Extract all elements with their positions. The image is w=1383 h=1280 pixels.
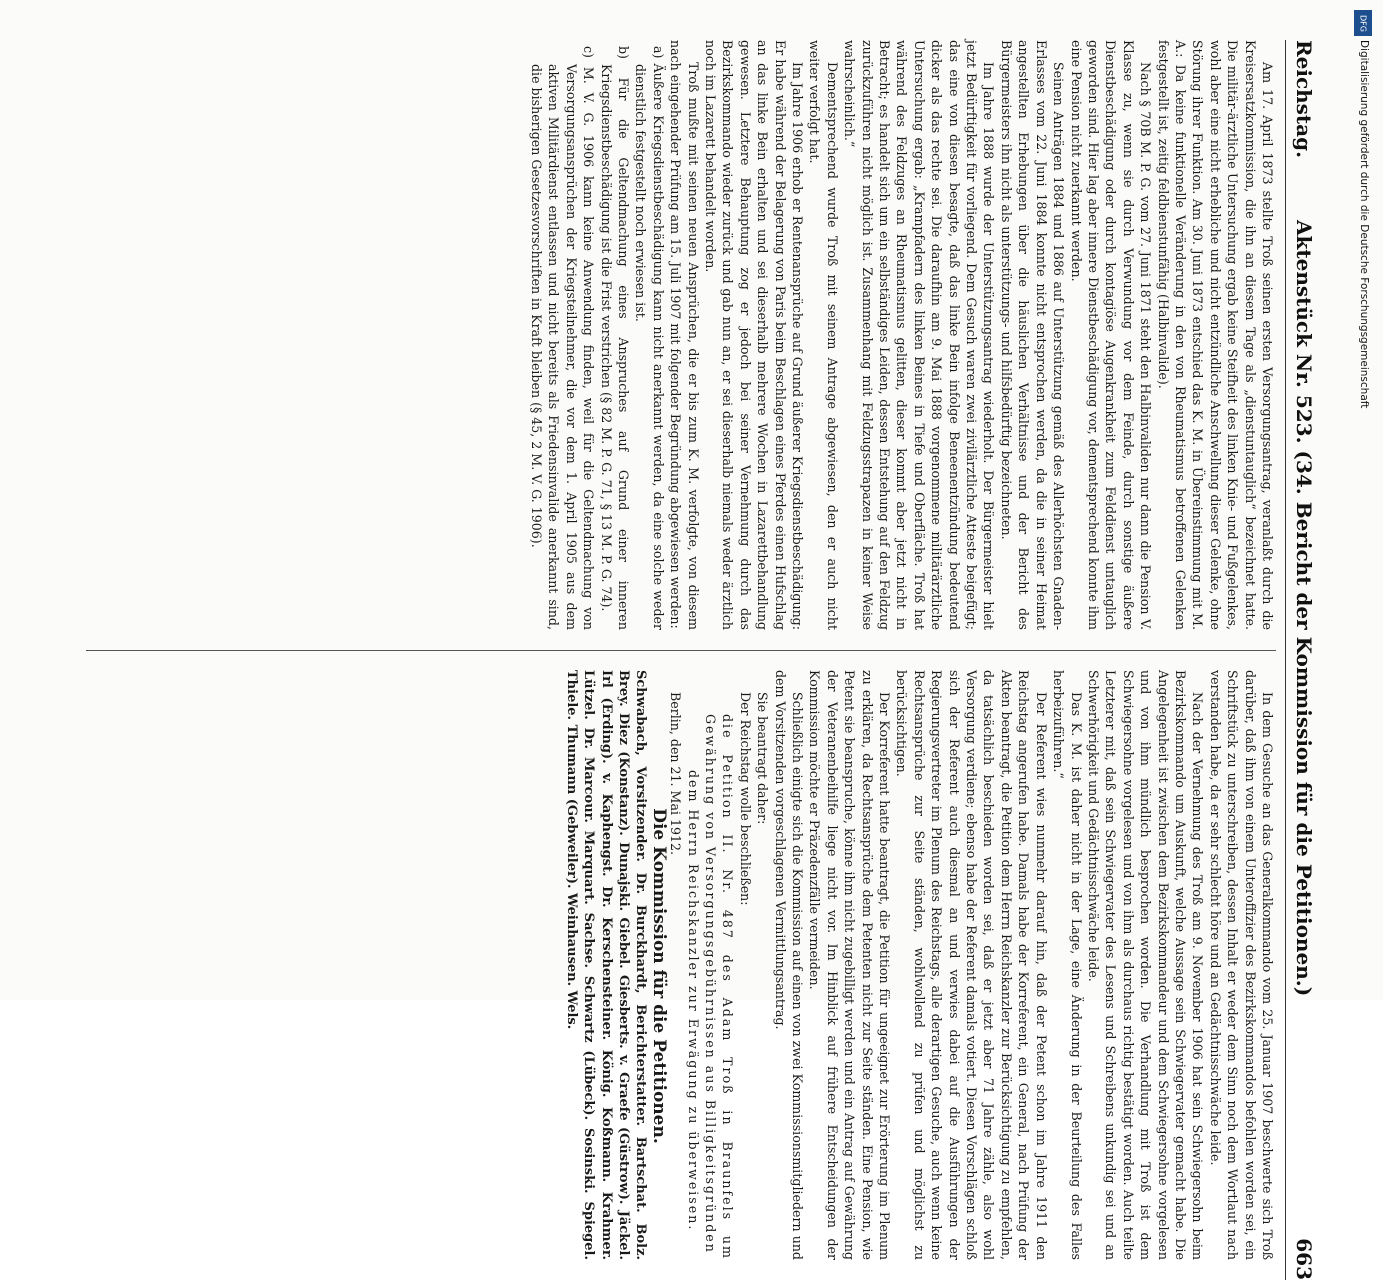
motion-end: dem Herrn Reichskanzler zur Erwägung zu überweisen. [685,770,701,1232]
list-item: c) M. V. G. 1906 kann keine Anwendung finden, weil für die Geltendmachung von Versorgungsansprüchen der Kriegsteilnehmer, die vor dem 1. April 1905 aus dem aktiven Militärdienst entlassen und nicht bereits als Friedensinvalide anerkannt sind, die bisherigen Gesetzesvorschriften in Kraft bleiben (§ 45, 2 M. V. G. 1906). [528,46,597,630]
right-column [86,670,1276,1260]
rotated-page-content [20,40,1320,1280]
header-center: Aktenstück Nr. 523. (34. Bericht der Kommission für die Petitionen.) [1292,220,1316,997]
left-column [86,40,1276,630]
header-rule [1285,40,1286,1280]
paragraph: Das K. M. ist daher nicht in der Lage, eine Änderung in der Beurteilung des Falles herbeizuführen.“ [1051,670,1084,1260]
paragraph: Am 17. April 1873 stellte Troß seinen ersten Versorgungsantrag, veranlaßt durch die Kreisersatzkommission, die ihn an diesem Tage als „dienstuntauglich“ bezeichnet hatte. Die militär-ärztliche Untersuchung ergab keine Steifheit des linken Knie- und Fußgelenkes, wohl aber eine nicht erhebliche und nicht entzündliche Anschwellung dieser Gelenke, ohne Störung ihrer Funktion. Am 30. Juni 1873 entschied das K. M. in Übereinstimmung mit M. A.: Da keine funktionelle Veränderung in den von Rheumatismus betroffenen Gelenken festgestellt ist, zeitig feldbienstunfähig (Halbinvalide). [1155,40,1275,630]
digitization-strip [1350,10,1376,990]
page-header [1290,40,1320,1280]
paragraph: Dementsprechend wurde Troß mit seinem Antrage abgewiesen, den er auch nicht weiter verfolgt hat. [807,40,840,630]
digitization-note: Digitalisierung gefördert durch die Deutsche Forschungsgemeinschaft [1358,40,1370,409]
header-left: Reichstag. [1292,40,1316,159]
column-divider [86,650,1276,651]
list-item: a) Äußere Kriegsdienstbeschädigung kann nicht anerkannt werden, da eine solche weder dienstlich festgestellt noch erwiesen ist. [633,46,666,630]
paragraph: In dem Gesuche an das Generalkommando vom 25. Januar 1907 beschwerte sich Troß darüber, daß ihm von einem Unteroffizier des Bezirkskommandos befohlen worden sei, ein Schriftstück zu unterschreiben, dessen Inhalt er weder dem Sinn noch dem Wortlaut nach verstanden habe, da er sehr schlecht höre und an Gedächtnisschwäche leide. [1207,670,1275,1260]
left-list [528,40,667,630]
right-paragraphs [754,670,1276,1260]
paragraph: Seinen Anträgen 1884 und 1886 auf Unterstützung gemäß des Allerhöchsten Gnaden-Erlasses vom 22. Juni 1884 konnte nicht entsprochen werden, da die in seiner Heimat angestellten Erhebungen über die häuslichen Verhältnisse und der Bericht des Bürgermeisters ihn nicht als unterstützungs- und hilfsbedürftig bezeichneten. [998,40,1067,630]
paragraph: Im Jahre 1906 erhob er Rentenansprüche auf Grund äußerer Kriegsdienstbeschädigung: Er habe während der Belagerung von Paris beim Beschlagen eines Pferdes einen Hufschlag an das linke Bein erhalten und sei dieserhalb mehrere Wochen in Lazarettbehandlung gewesen. Letztere Behauptung zog er jedoch bei seiner Vernehmung durch das Bezirkskommando wieder zurück und gab nun an, er sei dieserhalb niemals weder ärztlich noch im Lazarett behandelt worden. [703,40,806,630]
list-item: b) Für die Geltendmachung eines Anspruches auf Grund einer inneren Kriegsdienstbeschädigung ist die Frist verstrichen (§ 82 M. P. G. 71, § 13 M. P. G. 74). [598,46,631,630]
commission-members: Schwabach, Vorsitzender. Dr. Burckhardt, Berichterstatter. Bartschat. Bolz. Brey. Diez (Konstanz). Dunajski. Giebel. Giesberts. v. Graefe (Güstrow). Jäckel. Irl (Erding). v. Kaphengst. Dr. Kerschensteiner. König. Koßmann. Krahmer. Lützel. Dr. Marcour. Marquart. Sachse. Schwartz (Lübeck). Sosinski. Spiegel. Thiele. Thumann (Gebweiler). Weinhausen. Wels. [563,670,649,1260]
paragraph: Der Korreferent hatte beantragt, die Petition für ungeeignet zur Erörterung im Plenum zu erklären, da Rechtsansprüche dem Petenten nicht zur Seite ständen. Eine Pension, wie Petent sie beanspruche, könne ihm nicht zugebilligt werden und ein Antrag auf Gewährung der Veteranenbeihilfe liege nicht vor. Im Hinblick auf frühere Entscheidungen der Kommission möchte er Präzedenzfälle vermeiden. [807,670,893,1260]
page-number: 663 [1292,1238,1316,1280]
date-line: Berlin, den 21. Mai 1912. [668,692,684,856]
paragraph: Troß mußte mit seinen neuen Ansprüchen, die er bis zum K. M. verfolgte, von diesem nach eingehender Prüfung am 15. Juli 1907 mit folgender Begründung abgewiesen werden: [668,40,701,630]
paragraph: Schließlich einigte sich die Kommission auf einen von zwei Kommissionsmitgliedern und dem Vorsitzenden vorgeschlagenen Vermittlungsantrag. [772,670,806,1260]
paragraph: Sie beantragt daher: [755,692,771,825]
motion-intro: Der Reichstag wolle beschließen: [737,692,753,906]
commission-title: Die Kommission für die Petitionen. [648,808,669,1144]
paragraph: Nach der Vernehmung des Troß am 9. November 1906 hat sein Schwiegersohn beim Bezirkskommando um Auskunft, welche Aussage sein Schwiegervater gemacht habe. Die Angelegenheit ist zwischen dem Bezirkskommandeur und dem Schwiegersohne vorgelesen und von ihm mündlich besprochen worden. Die Verhandlung mit Troß ist dem Schwiegersohne vorgelesen und von ihm als durchaus richtig bestätigt worden. Auch teilte Letzterer mit, daß sein Schwiegervater des Lesens und Schreibens unkundig sei und an Schwerhörigkeit und Gedächtnisschwäche leide. [1085,670,1206,1260]
left-paragraphs [667,40,1276,630]
paragraph: Im Jahre 1888 wurde der Unterstützungsantrag wiederholt. Der Bürgermeister hielt jetzt Bedürftigkeit für vorliegend. Dem Gesuch waren zwei zivilärztliche Atteste beigefügt; das eine von diesen besagte, daß das linke Bein infolge Beneenentzündung bedeutend dicker als das rechte sei. Die daraufhin am 9. Mai 1888 vorgenommene militärärztliche Untersuchung ergab: „Krampfadern des linken Beines in Tiefe und Oberfläche. Troß hat während des Feldzuges an Rheumatismus gelitten, dieser kommt aber jetzt nicht in Betracht; es handelt sich um ein selbständiges Leiden, dessen Entstehung auf den Feldzug zurückzuführen nicht möglich ist. Zusammenhang mit Feldzugsstrapazen in keiner Weise wahrscheinlich.“ [842,40,997,630]
paragraph: Nach § 70B M. P. G. vom 27. Juni 1871 steht den Halbinvaliden nur dann die Pension V. Klasse zu, wenn sie durch Verwundung vor dem Feinde, durch sonstige äußere Dienstbeschädigung oder durch kontagiöse Augenkrankheit zum Felddienst untauglich geworden sind. Hier lag aber innere Dienstbeschädigung vor, dementsprechend konnte ihm eine Pension nicht zuerkannt werden. [1068,40,1154,630]
dfg-logo: DFG [1354,10,1372,36]
motion-text: die Petition II. Nr. 487 des Adam Troß in Braunfels um Gewährung von Versorgungsgebührnissen aus Billigkeitsgründen [703,714,736,1260]
paragraph: Der Referent wies nunmehr darauf hin, daß der Petent schon im Jahre 1911 den Reichstag angerufen habe. Damals habe der Korreferent, ein General, nach Prüfung der Akten beantragt, die Petition dem Herrn Reichskanzler zur Berücksichtigung zu empfehlen, da tatsächlich beschieden worden sei, daß er jetzt aber 71 Jahre zähle, also wohl Versorgung verdiene; ebenso habe der Referent damals votiert. Diesen Vorschlägen schloß sich der Referent auch diesmal an und verwies dabei auf die Ausführungen der Regierungsvertreter im Plenum des Reichstags, alle derartigen Gesuche, auch wenn keine Rechtsansprüche zur Seite ständen, wohlwollend zu prüfen und möglichst zu berücksichtigen. [894,670,1049,1260]
